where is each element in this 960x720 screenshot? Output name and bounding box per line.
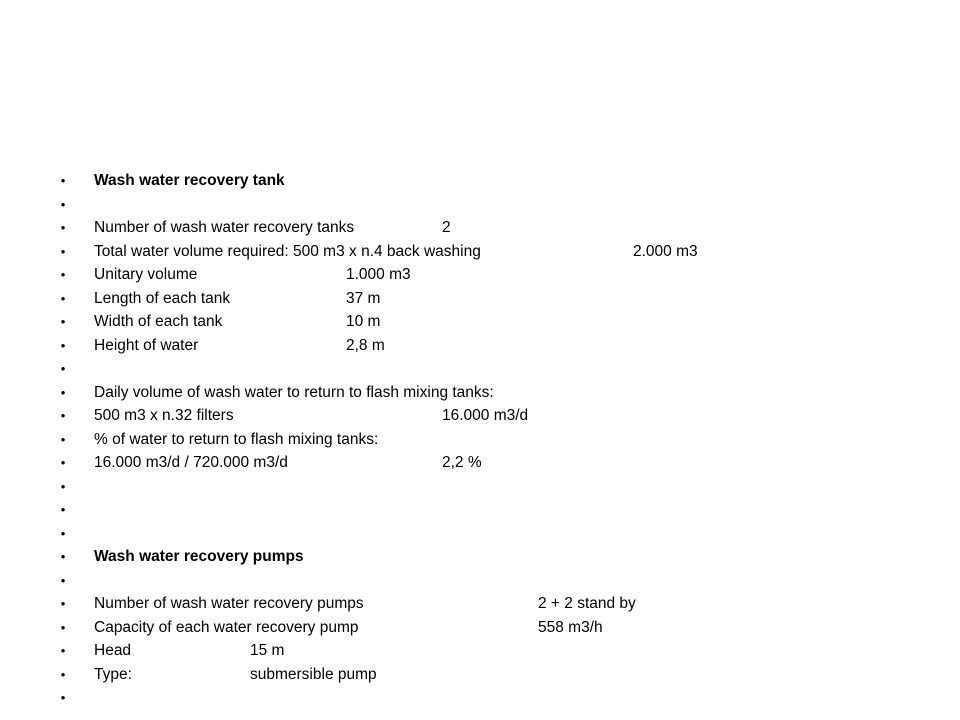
- bullet-icon: •: [60, 431, 66, 447]
- row-label: Total water volume required: 500 m3 x n.4 back washing: [94, 242, 481, 260]
- row-value: 16.000 m3/d: [442, 407, 529, 424]
- section-heading-pumps: Wash water recovery pumps: [94, 548, 304, 565]
- bullet-icon: •: [60, 337, 66, 353]
- bullet-icon: •: [60, 314, 66, 329]
- row-label: Capacity of each water recovery pump: [94, 618, 359, 636]
- bullet-icon: •: [60, 243, 66, 259]
- row-label: Daily volume of wash water to return to flash mixing tanks:: [94, 383, 494, 401]
- row-label: 500 m3 x n.32 filters: [94, 407, 234, 424]
- row-value: 15 m: [250, 642, 285, 659]
- bullet-icon: •: [60, 549, 66, 564]
- bullet-icon: •: [60, 572, 66, 588]
- row-value: 2: [442, 219, 451, 236]
- row-value: 558 m3/h: [538, 618, 603, 636]
- row-label: 16.000 m3/d / 720.000 m3/d: [94, 454, 288, 471]
- bullet-icon: •: [60, 502, 66, 517]
- row-label: Length of each tank: [94, 289, 231, 307]
- bullet-icon: •: [60, 196, 66, 212]
- row-value: 2,2 %: [442, 454, 482, 471]
- row-value: 10 m: [346, 313, 381, 330]
- row-value: 2 + 2 stand by: [538, 595, 636, 612]
- bullet-icon: •: [60, 619, 66, 635]
- bullet-icon: •: [60, 220, 66, 235]
- row-label: % of water to return to flash mixing tanks:: [94, 430, 379, 448]
- bullet-icon: •: [60, 384, 66, 400]
- row-label: Head: [94, 642, 132, 659]
- row-value: 2,8 m: [346, 336, 385, 354]
- bullet-icon: •: [60, 408, 66, 423]
- bullet-icon: •: [60, 267, 66, 282]
- row-label: Height of water: [94, 336, 199, 354]
- bullet-icon: •: [60, 666, 66, 682]
- bullet-icon: •: [60, 361, 66, 376]
- bullet-icon: •: [60, 290, 66, 306]
- row-label: Width of each tank: [94, 313, 223, 330]
- section-heading-tank: Wash water recovery tank: [94, 172, 285, 189]
- row-label: Number of wash water recovery pumps: [94, 595, 364, 612]
- row-label: Number of wash water recovery tanks: [94, 219, 355, 236]
- row-value: 37 m: [346, 289, 381, 307]
- bullet-icon: •: [60, 173, 66, 188]
- row-value: 1.000 m3: [346, 266, 411, 283]
- bullet-icon: •: [60, 478, 66, 494]
- row-value: submersible pump: [250, 665, 377, 683]
- bullet-icon: •: [60, 596, 66, 611]
- row-value: 2.000 m3: [633, 242, 698, 260]
- bullet-icon: •: [60, 690, 66, 705]
- bullet-icon: •: [60, 525, 66, 541]
- row-label: Type:: [94, 665, 132, 683]
- bullet-icon: •: [60, 455, 66, 470]
- bullet-icon: •: [60, 643, 66, 658]
- row-label: Unitary volume: [94, 266, 198, 283]
